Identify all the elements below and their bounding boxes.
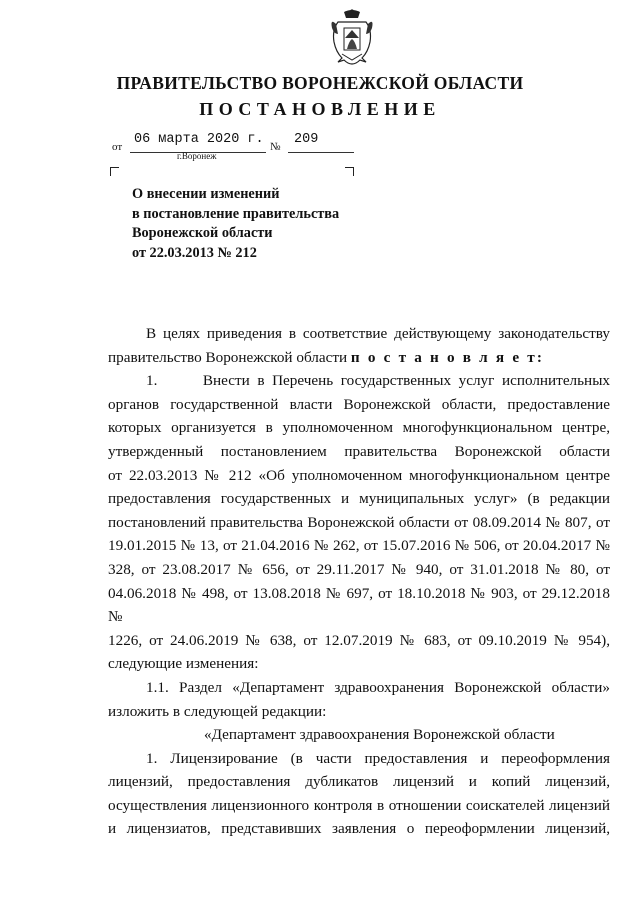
paragraph-1-line: предоставления государственных и муниципальных услуг» (в редакции <box>108 490 610 508</box>
document-type: ПОСТАНОВЛЕНИЕ <box>199 99 441 119</box>
preamble-subject: правительство Воронежской области <box>108 348 348 366</box>
item-1-line: осуществления лицензионного контроля в отношении соискателей лицензий <box>108 796 610 814</box>
item-1-line: лицензий, предоставления дубликатов лицензий и копий лицензий, <box>108 773 610 791</box>
item-1-line: 1. Лицензирование (в части предоставления и переоформления <box>146 749 610 767</box>
city-label: г.Воронеж <box>177 151 217 161</box>
preamble-conclusion <box>108 346 610 370</box>
number-sign: № <box>270 141 281 153</box>
subject-corner-left <box>110 167 119 176</box>
paragraph-1-1-line: 1.1. Раздел «Департамент здравоохранения Воронежской области» <box>146 678 610 696</box>
subject-line: О внесении изменений <box>132 186 280 202</box>
preamble-verb: п о с т а н о в л я е т: <box>350 348 545 366</box>
quoted-section-heading: «Департамент здравоохранения Воронежской области <box>204 726 555 744</box>
paragraph-1-line: 328, от 23.08.2017 № 656, от 29.11.2017 № 940, от 31.01.2018 № 80, от <box>108 560 610 578</box>
subject-line: Воронежской области <box>132 225 273 241</box>
document-number: 209 <box>294 132 319 147</box>
subject-line: в постановление правительства <box>132 205 340 222</box>
paragraph-1-line: 1. Внести в Перечень государственных услуг исполнительных <box>146 372 610 390</box>
subject-corner-right <box>345 167 354 176</box>
paragraph-1-line: постановлений правительства Воронежской области от 08.09.2014 № 807, от <box>108 513 610 531</box>
paragraph-1-line: утвержденный постановлением правительства Воронежской области <box>108 442 610 460</box>
document-subject <box>132 185 339 263</box>
paragraph-1-last-line: следующие изменения: <box>108 655 259 673</box>
paragraph-1-line: 04.06.2018 № 498, от 13.08.2018 № 697, от 18.10.2018 № 903, от 29.12.2018 № <box>108 584 610 626</box>
item-1-line: и лицензиатов, представивших заявления о переоформлении лицензий, <box>108 820 610 838</box>
preamble-line: В целях приведения в соответствие действующему законодательству <box>146 325 610 342</box>
document-body <box>108 322 610 841</box>
paragraph-1-line: которых организуется в уполномоченном многофункциональном центре, <box>108 419 610 437</box>
paragraph-1-line: 19.01.2015 № 13, от 21.04.2016 № 262, от 15.07.2016 № 506, от 20.04.2017 № <box>108 537 610 555</box>
paragraph-1-line: от 22.03.2013 № 212 «Об уполномоченном многофункциональном центре <box>108 466 610 484</box>
subject-line: от 22.03.2013 № 212 <box>132 244 257 261</box>
number-underline <box>288 152 354 153</box>
paragraph-1-line: 1226, от 24.06.2019 № 638, от 12.07.2019 № 683, от 09.10.2019 № 954), <box>108 631 610 649</box>
government-title: ПРАВИТЕЛЬСТВО ВОРОНЕЖСКОЙ ОБЛАСТИ <box>116 73 524 93</box>
document-date: 06 марта 2020 г. <box>134 132 264 147</box>
date-number-row <box>112 132 372 156</box>
coat-of-arms-emblem <box>328 8 376 66</box>
paragraph-1-1-last-line: изложить в следующей редакции: <box>108 702 327 720</box>
paragraph-1-line: органов государственной власти Воронежской области, предоставление <box>108 395 610 413</box>
date-prefix: от <box>112 141 123 153</box>
